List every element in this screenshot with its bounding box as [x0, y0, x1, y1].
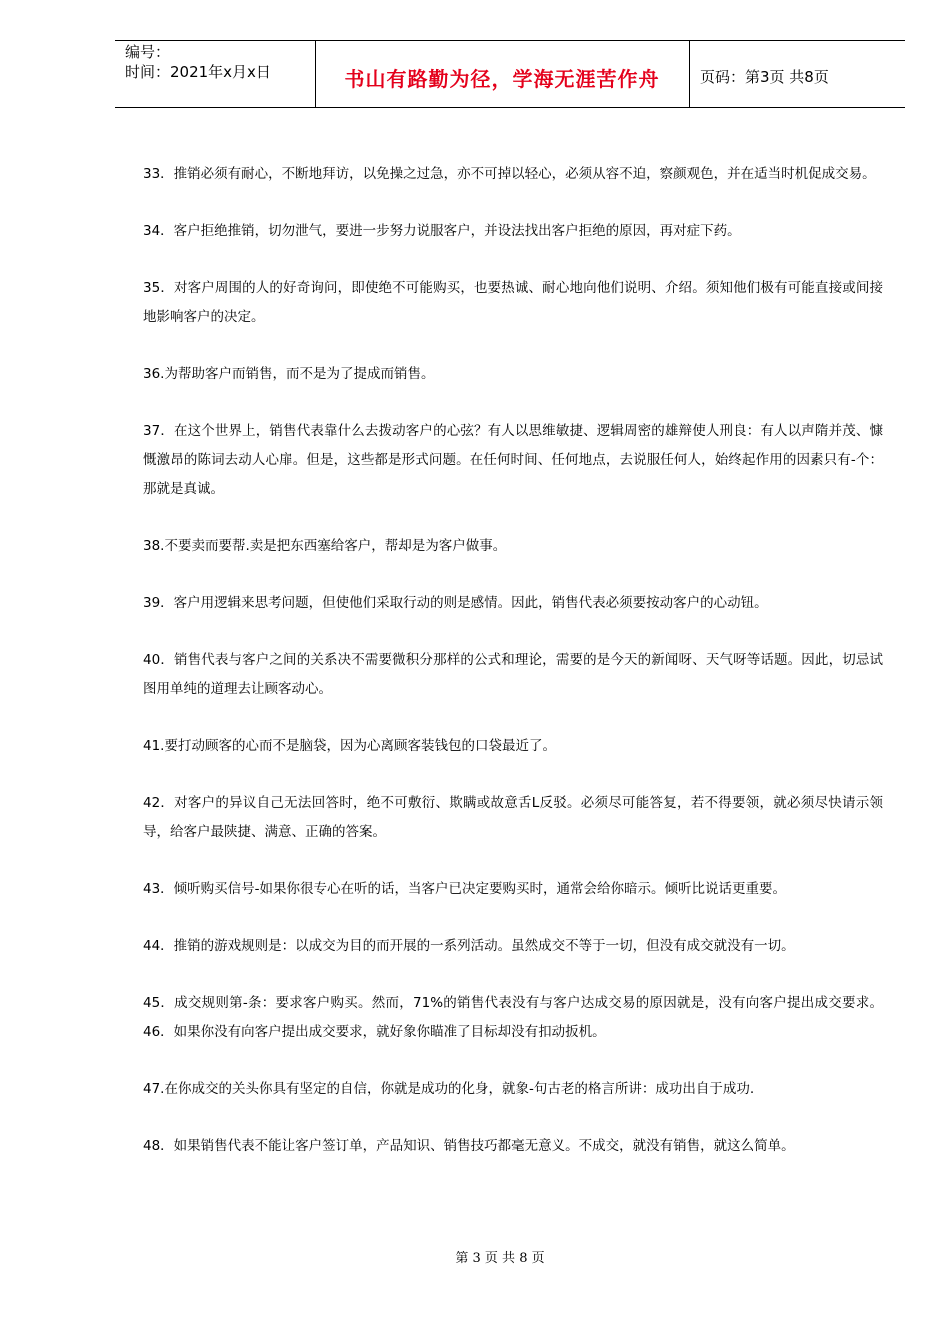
paragraph-37: 37．在这个世界上，销售代表靠什么去拨动客户的心弦？有人以思维敏捷、逻辑周密的雄辩使人刑良：有人以声隋并茂、慷慨激昂的陈词去动人心扉。但是，这些都是形式问题。在任何时间、任何地点，去说服任何人，始终起作用的因素只有-个：那就是真诚。: [143, 423, 883, 497]
page-footer: 第 3 页 共 8 页: [455, 1251, 545, 1266]
paragraph-48: 48．如果销售代表不能让客户签订单，产品知识、销售技巧都毫无意义。不成交，就没有销售，就这么简单。: [143, 1138, 795, 1154]
date-line: 时间：2021年x月x日: [125, 63, 271, 81]
paragraph-33: 33．推销必须有耐心，不断地拜访，以免操之过急，亦不可掉以轻心，必须从容不迫，察颜观色，并在适当时机促成交易。: [143, 166, 876, 182]
paragraph-44: 44．推销的游戏规则是：以成交为目的而开展的一系列活动。虽然成交不等于一切，但没有成交就没有一切。: [143, 938, 795, 954]
header-motto-cell: [315, 41, 690, 107]
paragraph-38: 38.不要卖而要帮.卖是把东西塞给客户，帮却是为客户做事。: [143, 538, 507, 554]
header-page-number: 页码：第3页 共8页: [700, 68, 829, 86]
header-motto: 书山有路勤为径，学海无涯苦作舟: [344, 67, 660, 91]
paragraph-39: 39．客户用逻辑来思考问题，但使他们采取行动的则是感情。因此，销售代表必须要按动客户的心动钮。: [143, 595, 768, 611]
serial-number-label: 编号：: [125, 43, 171, 61]
paragraph-43: 43．倾听购买信号-如果你很专心在听的话，当客户已决定要购买时，通常会给你暗示。倾听比说话更重要。: [143, 881, 787, 897]
paragraph-40: 40．销售代表与客户之间的关系决不需要微积分那样的公式和理论，需要的是今天的新闻呀、天气呀等话题。因此，切忌试图用单纯的道理去让顾客动心。: [143, 652, 883, 697]
document-body: [143, 160, 883, 1189]
paragraph-36: 36.为帮助客户而销售，而不是为了提成而销售。: [143, 366, 435, 382]
header-page-cell: [690, 41, 905, 107]
paragraph-45-46: 45．成交规则第-条：要求客户购买。然而，71%的销售代表没有与客户达成交易的原因就是，没有向客户提出成交要求。46．如果你没有向客户提出成交要求，就好象你瞄准了目标却没有扣动扳机。: [143, 995, 883, 1040]
paragraph-47: 47.在你成交的关头你具有坚定的自信，你就是成功的化身，就象-句古老的格言所讲：成功出自于成功.: [143, 1081, 755, 1097]
page-header: [115, 40, 905, 108]
paragraph-34: 34．客户拒绝推销，切勿泄气，要进一步努力说服客户，并设法找出客户拒绝的原因，再对症下药。: [143, 223, 741, 239]
paragraph-42: 42．对客户的异议自己无法回答时，绝不可敷衍、欺瞒或故意舌L反驳。必须尽可能答复，若不得要领，就必须尽快请示领导，给客户最陕捷、满意、正确的答案。: [143, 795, 883, 840]
header-meta-cell: [115, 41, 316, 107]
paragraph-35: 35．对客户周围的人的好奇询问，即使绝不可能购买，也要热诚、耐心地向他们说明、介绍。须知他们极有可能直接或间接地影响客户的决定。: [143, 280, 883, 325]
paragraph-41: 41.要打动顾客的心而不是脑袋，因为心离顾客装钱包的口袋最近了。: [143, 738, 556, 754]
